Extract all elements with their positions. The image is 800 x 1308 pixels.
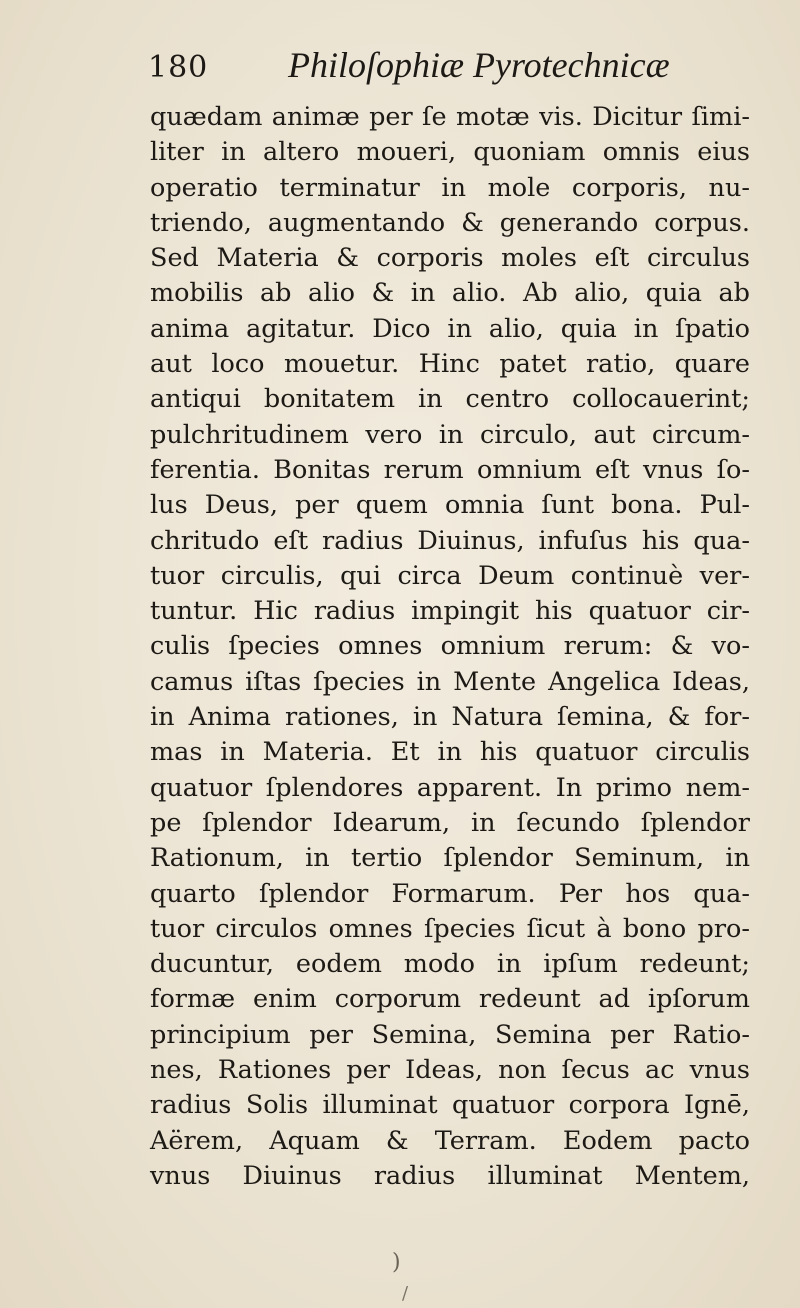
text-line: tuntur. Hic radius impingit his quatuor cir- <box>150 596 750 627</box>
text-line: principium per Semina, Semina per Ratio- <box>150 1019 750 1050</box>
text-line: anima agitatur. Dico in alio, quia in ſpatio <box>150 313 750 344</box>
text-line: mas in Materia. Et in his quatuor circulis <box>150 737 750 768</box>
text-line: formæ enim corporum redeunt ad ipſorum <box>150 984 750 1015</box>
text-line: quarto ſplendor Formarum. Per hos qua- <box>150 878 750 909</box>
text-line: pulchritudinem vero in circulo, aut circum- <box>150 419 750 450</box>
text-line: triendo, augmentando & generando corpus. <box>150 207 750 238</box>
text-line: culis ſpecies omnes omnium rerum: & vo- <box>150 631 750 662</box>
footer-tick: / <box>402 1283 409 1304</box>
text-line: in Anima rationes, in Natura ſemina, & for- <box>150 702 750 733</box>
text-line: vnus Diuinus radius illuminat Mentem, <box>150 1160 750 1191</box>
text-line: radius Solis illuminat quatuor corpora Ignē, <box>150 1090 750 1121</box>
text-line: quædam animæ per ſe motæ vis. Dicitur ſimi- <box>150 102 750 132</box>
text-line: pe ſplendor Idearum, in ſecundo ſplendor <box>150 807 750 838</box>
text-line: mobilis ab alio & in alio. Ab alio, quia ab <box>150 278 750 309</box>
text-line: tuor circulos omnes ſpecies ſicut à bono pro- <box>150 913 750 944</box>
text-line: Sed Materia & corporis moles eſt circulus <box>150 243 750 274</box>
text-line: ferentia. Bonitas rerum omnium eſt vnus ſo- <box>150 454 750 485</box>
text-line: aut loco mouetur. Hinc patet ratio, quare <box>150 349 750 380</box>
text-line: nes, Rationes per Ideas, non ſecus ac vnus <box>150 1055 750 1086</box>
text-line: ducuntur, eodem modo in ipſum redeunt; <box>150 949 750 980</box>
text-line: camus iſtas ſpecies in Mente Angelica Ideas, <box>150 666 750 697</box>
running-title: Philoſophiæ Pyrotechnicæ <box>288 45 670 85</box>
text-line: lus Deus, per quem omnia ſunt bona. Pul- <box>150 490 750 521</box>
page-number: 180 <box>148 50 209 85</box>
text-line: antiqui bonitatem in centro collocauerint; <box>150 384 750 415</box>
body-text <box>150 100 750 1194</box>
text-line: Rationum, in tertio ſplendor Seminum, in <box>150 843 750 874</box>
text-line: operatio terminatur in mole corporis, nu- <box>150 172 750 203</box>
text-line: chritudo eſt radius Diuinus, infuſus his qua- <box>150 525 750 556</box>
footer-mark: ) <box>392 1250 401 1275</box>
text-line: liter in altero moueri, quoniam omnis eius <box>150 137 750 168</box>
page-header <box>148 44 768 94</box>
text-line: tuor circulis, qui circa Deum continuè ver- <box>150 560 750 591</box>
text-line: quatuor ſplendores apparent. In primo nem- <box>150 772 750 803</box>
text-line: Aërem, Aquam & Terram. Eodem pacto <box>150 1125 750 1156</box>
